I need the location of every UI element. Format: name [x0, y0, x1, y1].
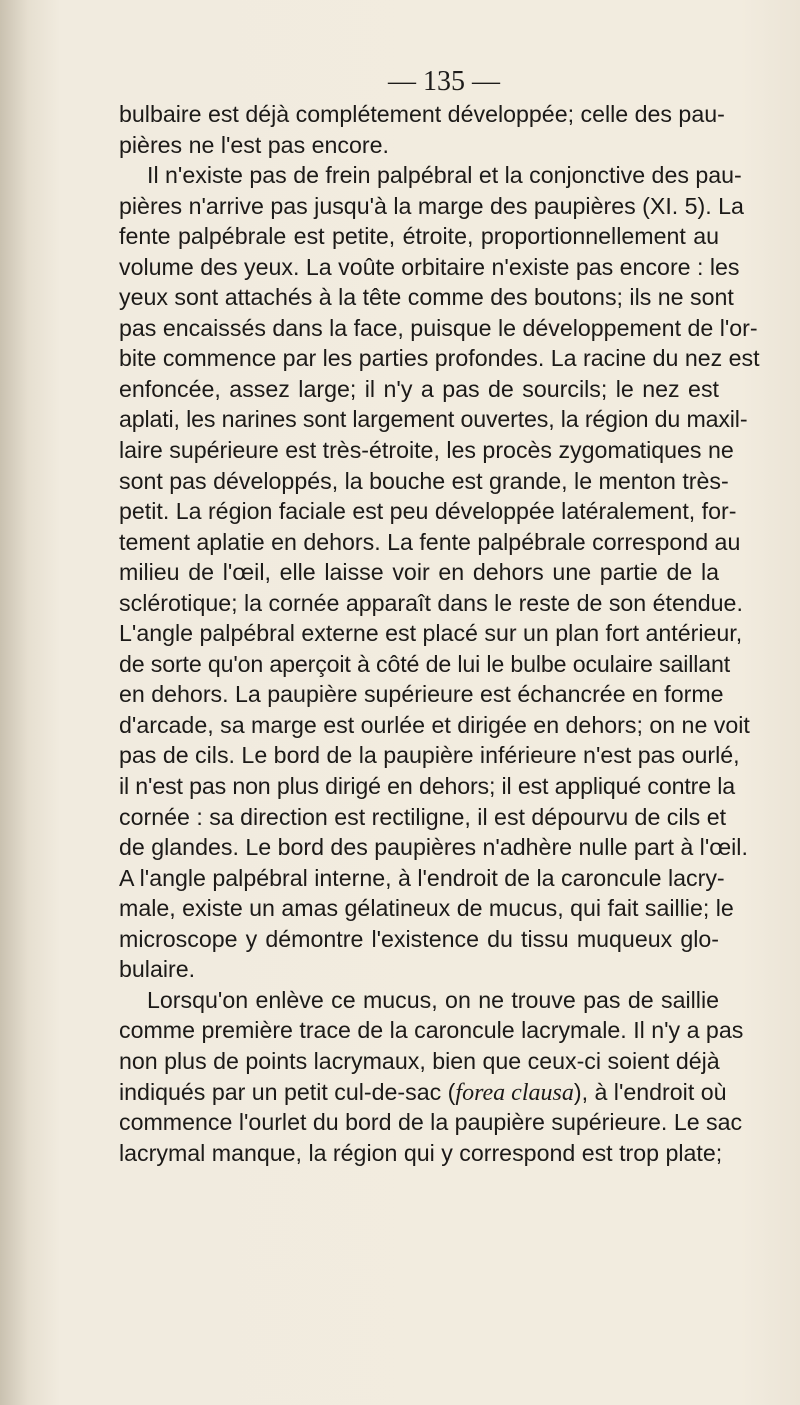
- text-line: fente palpébrale est petite, étroite, proportionnellement au: [119, 223, 719, 250]
- text-line: de sorte qu'on aperçoit à côté de lui le bulbe oculaire saillant: [119, 650, 730, 677]
- latin-term: forea clausa: [455, 1079, 574, 1106]
- text-line: Lorsqu'on enlève ce mucus, on ne trouve pas de saillie: [147, 986, 719, 1013]
- text-line: tement aplatie en dehors. La fente palpébrale correspond au: [119, 528, 741, 555]
- text-line: A l'angle palpébral interne, à l'endroit de la caroncule lacry-: [119, 864, 725, 891]
- text-line: comme première trace de la caroncule lacrymale. Il n'y a pas: [119, 1017, 744, 1044]
- text-line: [119, 1077, 727, 1108]
- text-line: Il n'existe pas de frein palpébral et la conjonctive des pau-: [147, 162, 742, 189]
- text-segment: ), à l'endroit où: [573, 1078, 727, 1105]
- text-line: lacrymal manque, la région qui y correspond est trop plate;: [119, 1139, 723, 1166]
- text-line: volume des yeux. La voûte orbitaire n'existe pas encore : les: [119, 253, 740, 280]
- text-line: microscope y démontre l'existence du tissu muqueux glo-: [119, 925, 719, 952]
- text-line: L'angle palpébral externe est placé sur un plan fort antérieur,: [119, 620, 743, 647]
- text-line: bulaire.: [119, 956, 196, 983]
- text-line: pas encaissés dans la face, puisque le développement de l'or-: [119, 314, 758, 341]
- text-line: petit. La région faciale est peu développée latéralement, for-: [119, 498, 737, 525]
- text-line: laire supérieure est très-étroite, les procès zygomatiques ne: [119, 437, 734, 464]
- text-line: bite commence par les parties profondes. La racine du nez est: [119, 345, 760, 372]
- text-line: sont pas développés, la bouche est grande, le menton très-: [119, 467, 729, 494]
- text-segment: indiqués par un petit cul-de-sac (: [119, 1078, 456, 1105]
- text-line: yeux sont attachés à la tête comme des boutons; ils ne sont: [119, 284, 734, 311]
- text-line: commence l'ourlet du bord de la paupière supérieure. Le sac: [119, 1109, 743, 1136]
- text-line: bulbaire est déjà complétement développée; celle des pau-: [119, 101, 725, 127]
- text-line: il n'est pas non plus dirigé en dehors; il est appliqué contre la: [119, 773, 735, 800]
- text-line: sclérotique; la cornée apparaît dans le reste de son étendue.: [119, 589, 743, 616]
- text-line: enfoncée, assez large; il n'y a pas de sourcils; le nez est: [119, 375, 719, 402]
- text-line: pières ne l'est pas encore.: [119, 131, 389, 158]
- text-line: cornée : sa direction est rectiligne, il est dépourvu de cils et: [119, 803, 727, 830]
- text-line: pas de cils. Le bord de la paupière inférieure n'est pas ourlé,: [119, 742, 740, 769]
- text-line: aplati, les narines sont largement ouvertes, la région du maxil-: [119, 406, 748, 433]
- text-line: male, existe un amas gélatineux de mucus, qui fait saillie; le: [119, 895, 734, 922]
- text-line: milieu de l'œil, elle laisse voir en dehors une partie de la: [119, 559, 719, 586]
- text-line: en dehors. La paupière supérieure est échancrée en forme: [119, 681, 724, 708]
- page-number: — 135 —: [388, 66, 500, 97]
- text-line: d'arcade, sa marge est ourlée et dirigée en dehors; on ne voit: [119, 711, 750, 738]
- text-line: non plus de points lacrymaux, bien que ceux-ci soient déjà: [119, 1047, 720, 1074]
- text-line: de glandes. Le bord des paupières n'adhère nulle part à l'œil.: [119, 834, 748, 861]
- body-text: [119, 99, 760, 1168]
- text-line: pières n'arrive pas jusqu'à la marge des paupières (XI. 5). La: [119, 192, 744, 219]
